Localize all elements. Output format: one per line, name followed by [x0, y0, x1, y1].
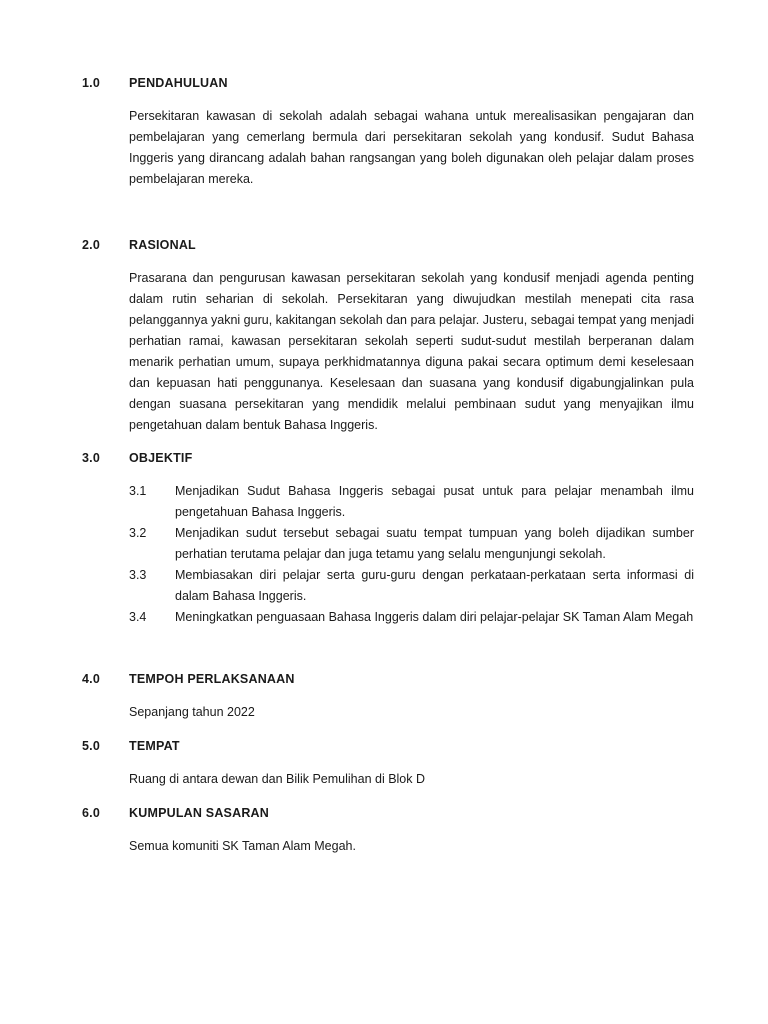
section-pendahuluan	[82, 74, 694, 190]
objective-item	[129, 565, 694, 607]
section-tempat	[82, 737, 694, 790]
section-heading	[82, 74, 694, 92]
section-tempoh-perlaksanaan	[82, 670, 694, 723]
section-body: Sepanjang tahun 2022	[129, 705, 255, 719]
section-rasional	[82, 236, 694, 436]
section-kumpulan-sasaran	[82, 804, 694, 857]
section-title: KUMPULAN SASARAN	[129, 806, 270, 820]
objective-item	[129, 481, 694, 523]
section-body: Prasarana dan pengurusan kawasan persekitaran sekolah yang kondusif menjadi agenda penting dalam rutin seharian di sekolah. Persekitaran yang diwujudkan mestilah menepati cita rasa pelanggannya yakni guru, kakitangan sekolah dan para pelajar. Justeru, sebagai tempat yang menjadi perhatian ramai, kawasan persekitaran sekolah seperti sudut-sudut mestilah berperanan dalam menarik perhatian umum, supaya perkhidmatannya diguna pakai secara optimum demi keselesaan dan kepuasan hati penggunanya. Keselesaan dan suasana yang kondusif digabungjalinkan pula dengan suasana persekitaran yang mendidik melalui pembinaan sudut yang menyajikan ilmu pengetahuan dalam bentuk Bahasa Inggeris.	[129, 271, 694, 432]
section-title: RASIONAL	[129, 238, 196, 252]
section-heading	[82, 449, 694, 467]
objective-text: Meningkatkan penguasaan Bahasa Inggeris dalam diri pelajar-pelajar SK Taman Alam Megah	[175, 610, 694, 624]
section-number: 6.0	[82, 806, 100, 820]
section-heading	[82, 804, 694, 822]
section-number: 3.0	[82, 451, 100, 465]
objective-list	[129, 481, 694, 628]
section-title: OBJEKTIF	[129, 451, 193, 465]
objective-item	[129, 523, 694, 565]
objective-number: 3.2	[129, 526, 147, 540]
section-heading	[82, 737, 694, 755]
section-title: PENDAHULUAN	[129, 76, 228, 90]
section-body: Persekitaran kawasan di sekolah adalah sebagai wahana untuk merealisasikan pengajaran dan pembelajaran yang cemerlang bermula dari persekitaran sekolah yang kondusif. Sudut Bahasa Inggeris yang dirancang adalah bahan rangsangan yang boleh digunakan oleh pelajar dalam proses pembelajaran mereka.	[129, 109, 694, 186]
objective-text: Menjadikan Sudut Bahasa Inggeris sebagai pusat untuk para pelajar menambah ilmu pengetahuan Bahasa Inggeris.	[175, 484, 694, 519]
section-heading	[82, 670, 694, 688]
section-heading	[82, 236, 694, 254]
objective-text: Membiasakan diri pelajar serta guru-guru dengan perkataan-perkataan serta informasi di dalam Bahasa Inggeris.	[175, 568, 694, 603]
section-title: TEMPAT	[129, 739, 180, 753]
objective-number: 3.3	[129, 568, 147, 582]
section-number: 4.0	[82, 672, 100, 686]
section-number: 1.0	[82, 76, 100, 90]
section-title: TEMPOH PERLAKSANAAN	[129, 672, 295, 686]
section-body: Ruang di antara dewan dan Bilik Pemulihan di Blok D	[129, 772, 426, 786]
section-number: 2.0	[82, 238, 100, 252]
section-number: 5.0	[82, 739, 100, 753]
objective-item	[129, 607, 694, 628]
objective-number: 3.4	[129, 610, 147, 624]
section-body: Semua komuniti SK Taman Alam Megah.	[129, 839, 356, 853]
objective-text: Menjadikan sudut tersebut sebagai suatu tempat tumpuan yang boleh dijadikan sumber perhatian terutama pelajar dan juga tetamu yang selalu mengunjungi sekolah.	[175, 526, 694, 561]
section-objektif	[82, 449, 694, 628]
objective-number: 3.1	[129, 484, 147, 498]
